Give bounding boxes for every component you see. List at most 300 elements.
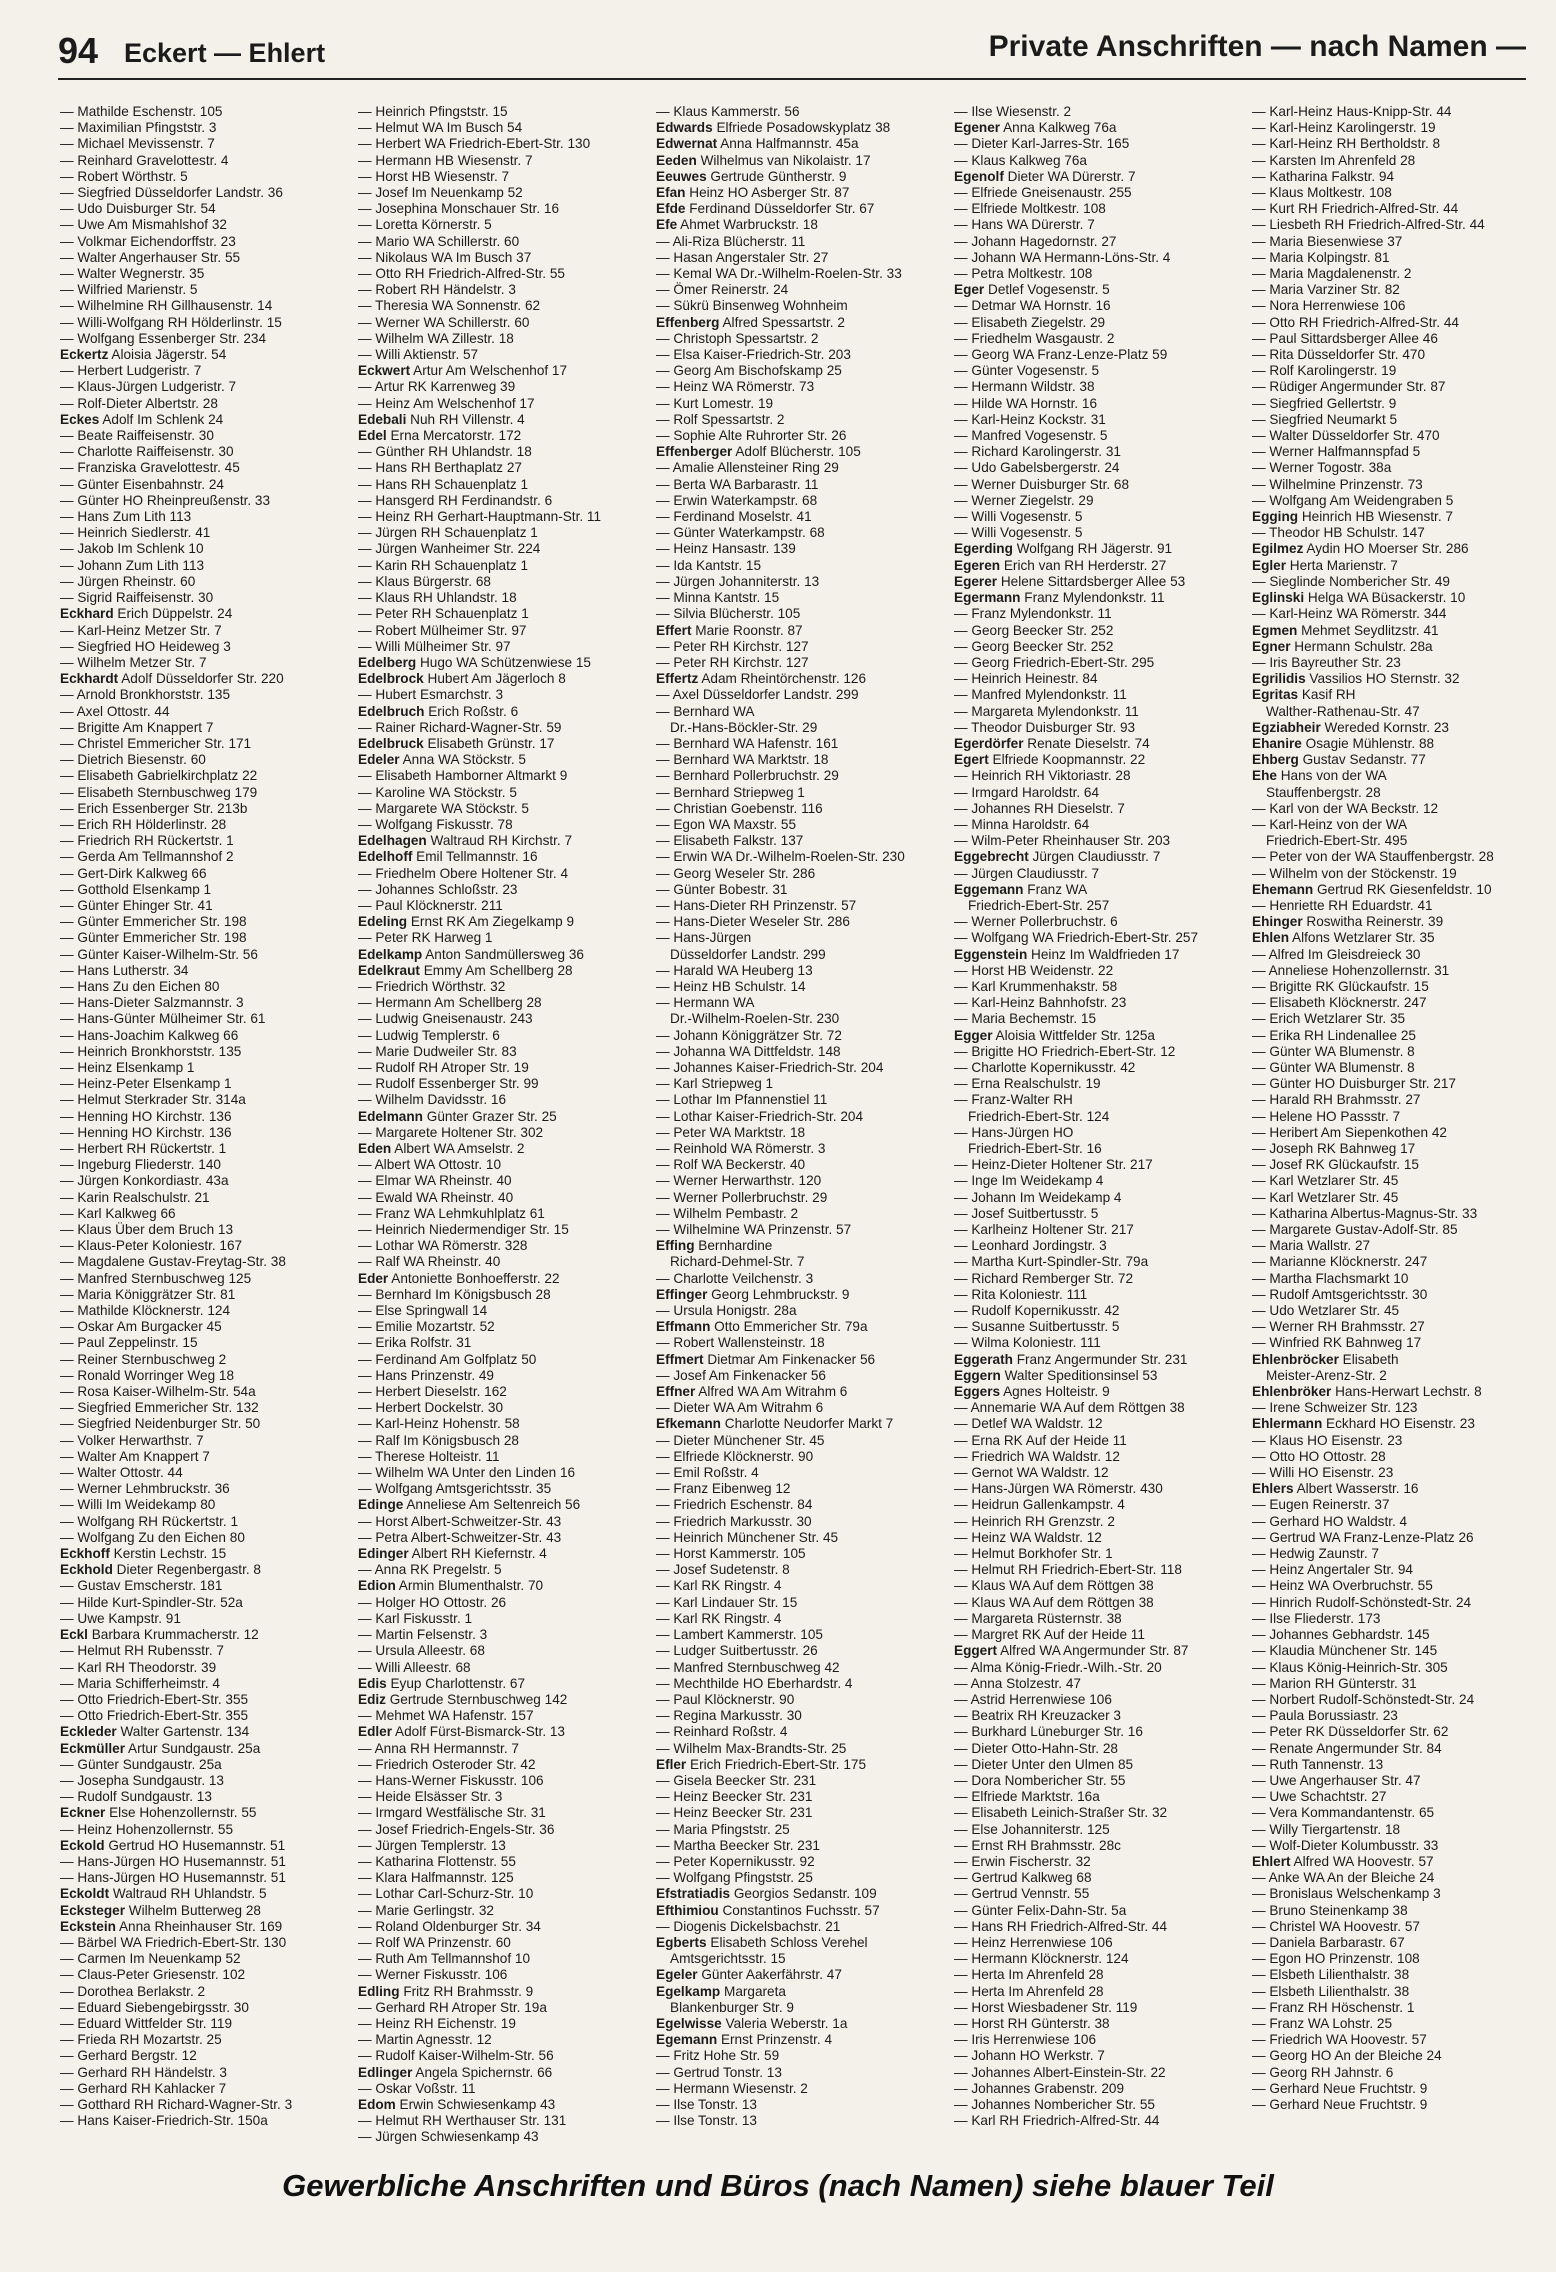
directory-entry: — Hermann Wiesenstr. 2 xyxy=(656,2080,808,2096)
directory-entry: Edion Armin Blumenthalstr. 70 xyxy=(358,1578,544,1594)
directory-entry: Edeler Anna WA Stöckstr. 5 xyxy=(358,752,526,768)
directory-entry: — Peter RK Düsseldorfer Str. 62 xyxy=(1252,1724,1449,1740)
directory-entry: — Uwe Am Mismahlshof 32 xyxy=(60,217,227,233)
directory-entry: — Gerhard RH Händelstr. 3 xyxy=(60,2064,227,2080)
directory-entry: — Helmut RH Werthauser Str. 131 xyxy=(358,2113,567,2129)
directory-entry: — Ömer Reinerstr. 24 xyxy=(656,282,789,298)
directory-entry: Eckhoff Kerstin Lechstr. 15 xyxy=(60,1546,227,1562)
directory-entry: Egermann Franz Mylendonkstr. 11 xyxy=(954,590,1165,606)
directory-entry: — Gotthard RH Richard-Wagner-Str. 3 xyxy=(60,2096,293,2112)
directory-entry: — Elisabeth Falkstr. 137 xyxy=(656,833,804,849)
directory-entry: — Manfred Vogesenstr. 5 xyxy=(954,428,1108,444)
directory-entry: — Martha Kurt-Spindler-Str. 79a xyxy=(954,1254,1149,1270)
directory-entry: — Hans WA Dürerstr. 7 xyxy=(954,217,1095,233)
directory-entry: — Werner Ziegelstr. 29 xyxy=(954,492,1094,508)
directory-entry: — Harald RH Brahmsstr. 27 xyxy=(1252,1092,1421,1108)
directory-entry: — Anna RK Pregelstr. 5 xyxy=(358,1562,502,1578)
directory-entry: — Artur RK Karrenweg 39 xyxy=(358,379,516,395)
directory-entry: — Willi Mülheimer Str. 97 xyxy=(358,638,511,654)
directory-entry: — Roland Oldenburger Str. 34 xyxy=(358,1918,541,1934)
directory-entry: Egilmez Aydin HO Moerser Str. 286 xyxy=(1252,541,1469,557)
directory-entry: Egerer Helene Sittardsberger Allee 53 xyxy=(954,573,1186,589)
directory-entry: — Ewald WA Rheinstr. 40 xyxy=(358,1189,514,1205)
directory-entry: Edel Erna Mercatorstr. 172 xyxy=(358,428,522,444)
directory-entry: — Gotthold Elsenkamp 1 xyxy=(60,881,212,897)
directory-entry: — Georg WA Franz-Lenze-Platz 59 xyxy=(954,347,1168,363)
directory-entry: — Horst HB Wiesenstr. 7 xyxy=(358,168,510,184)
directory-entry: — Carmen Im Neuenkamp 52 xyxy=(60,1951,241,1967)
directory-entry: — Franz WA Lohstr. 25 xyxy=(1252,2015,1393,2031)
directory-entry: — Rudolf Sundgaustr. 13 xyxy=(60,1789,212,1805)
directory-entry: — Ali-Riza Blücherstr. 11 xyxy=(656,233,806,249)
directory-entry: — Burkhard Lüneburger Str. 16 xyxy=(954,1724,1143,1740)
directory-entry: Friedrich-Ebert-Str. 16 xyxy=(968,1141,1102,1156)
directory-entry: — Maximilian Pfingststr. 3 xyxy=(60,120,217,136)
directory-entry: — Elisabeth Hamborner Altmarkt 9 xyxy=(358,768,568,784)
directory-entry: — Günter Waterkampstr. 68 xyxy=(656,525,825,541)
directory-entry: — Fritz Hohe Str. 59 xyxy=(656,2048,780,2064)
directory-entry: — Katharina Albertus-Magnus-Str. 33 xyxy=(1252,1205,1478,1221)
directory-entry: Edinge Anneliese Am Seltenreich 56 xyxy=(358,1497,581,1513)
directory-entry: Ehlenbröcker Elisabeth xyxy=(1252,1351,1399,1367)
directory-entry: — Georg Beecker Str. 252 xyxy=(954,622,1114,638)
directory-entry: — Josef Im Neuenkamp 52 xyxy=(358,185,523,201)
directory-entry: — Wolf-Dieter Kolumbusstr. 33 xyxy=(1252,1837,1439,1853)
directory-entry: — Wilhelm von der Stöckenstr. 19 xyxy=(1252,865,1457,881)
directory-entry: — Gerhard RH Kahlacker 7 xyxy=(60,2080,227,2096)
directory-entry: — Johannes Grabenstr. 209 xyxy=(954,2080,1125,2096)
directory-entry: — Elfriede Klöcknerstr. 90 xyxy=(656,1448,814,1464)
directory-entry: — Wilfried Marienstr. 5 xyxy=(60,282,198,298)
directory-entry: — Günter WA Blumenstr. 8 xyxy=(1252,1059,1415,1075)
directory-entry: — Daniela Barbarastr. 67 xyxy=(1252,1934,1405,1950)
directory-entry: — Herbert RH Rückertstr. 1 xyxy=(60,1141,227,1156)
directory-entry: Friedrich-Ebert-Str. 124 xyxy=(968,1108,1110,1124)
directory-entry: — Maria Bechemstr. 15 xyxy=(954,1011,1097,1027)
directory-entry: — Franz Eibenweg 12 xyxy=(656,1481,791,1497)
directory-entry: — Peter WA Marktstr. 18 xyxy=(656,1124,806,1140)
directory-entry: — Helmut Sterkrader Str. 314a xyxy=(60,1092,246,1108)
directory-entry: — Ralf Im Königsbusch 28 xyxy=(358,1432,519,1448)
directory-entry: — Susanne Suitbertusstr. 5 xyxy=(954,1319,1120,1335)
directory-entry: — Siegfried Emmericher Str. 132 xyxy=(60,1400,259,1416)
directory-entry: — Josephina Monschauer Str. 16 xyxy=(358,201,559,217)
directory-entry: — Petra Moltkestr. 108 xyxy=(954,266,1093,282)
directory-entry: — Walter Angerhauser Str. 55 xyxy=(60,249,241,265)
directory-entry: — Siegfried HO Heideweg 3 xyxy=(60,638,231,654)
directory-entry: — Rolf-Dieter Albertstr. 28 xyxy=(60,395,218,411)
directory-entry: Eckes Adolf Im Schlenk 24 xyxy=(60,411,224,427)
directory-entry: — Otto RH Friedrich-Alfred-Str. 55 xyxy=(358,266,565,282)
directory-entry: — Ruth Tannenstr. 13 xyxy=(1252,1756,1384,1772)
directory-entry: Ehlers Albert Wasserstr. 16 xyxy=(1252,1481,1419,1497)
directory-entry: Egerding Wolfgang RH Jägerstr. 91 xyxy=(954,541,1173,557)
directory-entry: Edeling Ernst RK Am Ziegelkamp 9 xyxy=(358,914,575,930)
directory-entry: Edler Adolf Fürst-Bismarck-Str. 13 xyxy=(358,1724,565,1740)
directory-entry: Meister-Arenz-Str. 2 xyxy=(1266,1367,1387,1383)
directory-entry: Eder Antoniette Bonhoefferstr. 22 xyxy=(358,1270,560,1286)
directory-entry: — Lothar Kaiser-Friedrich-Str. 204 xyxy=(656,1108,864,1124)
directory-entry: — Heinz-Dieter Holtener Str. 217 xyxy=(954,1157,1153,1173)
directory-entry: — Renate Angermunder Str. 84 xyxy=(1252,1740,1442,1756)
directory-entry: — Werner Pollerbruchstr. 29 xyxy=(656,1189,828,1205)
directory-entry: Ehe Hans von der WA xyxy=(1252,768,1387,784)
directory-entry: — Willi Im Weidekamp 80 xyxy=(60,1497,216,1513)
directory-entry: — Anna RH Hermannstr. 7 xyxy=(358,1740,519,1756)
directory-entry: Ehlen Alfons Wetzlarer Str. 35 xyxy=(1252,930,1435,946)
directory-entry: — Bärbel WA Friedrich-Ebert-Str. 130 xyxy=(60,1934,287,1950)
directory-entry: Eger Detlef Vogesenstr. 5 xyxy=(954,282,1110,298)
directory-entry: — Herbert Dieselstr. 162 xyxy=(358,1384,507,1400)
directory-entry: — Robert Wallensteinstr. 18 xyxy=(656,1335,825,1351)
directory-entry: — Irene Schweizer Str. 123 xyxy=(1252,1400,1418,1416)
directory-entry: — Bernhard WA Marktstr. 18 xyxy=(656,752,829,768)
directory-entry: Egenolf Dieter WA Dürerstr. 7 xyxy=(954,168,1136,184)
directory-entry: — Günter Emmericher Str. 198 xyxy=(60,930,247,946)
directory-entry: — Otto Friedrich-Ebert-Str. 355 xyxy=(60,1708,249,1724)
directory-entry: — Elisabeth Ziegelstr. 29 xyxy=(954,314,1106,330)
directory-entry: — Ilse Fliederstr. 173 xyxy=(1252,1610,1381,1626)
directory-entry: — Herta Im Ahrenfeld 28 xyxy=(954,1983,1104,1999)
directory-entry: — Heinz Angertaler Str. 94 xyxy=(1252,1562,1413,1578)
directory-entry: — Nikolaus WA Im Busch 37 xyxy=(358,249,532,265)
directory-entry: — Wilhelm Pembastr. 2 xyxy=(656,1205,799,1221)
directory-entry: — Ursula Honigstr. 28a xyxy=(656,1303,797,1319)
directory-entry: Efan Heinz HO Asberger Str. 87 xyxy=(656,185,850,201)
directory-entry: — Regina Markusstr. 30 xyxy=(656,1708,802,1724)
directory-entry: Dr.-Hans-Böckler-Str. 29 xyxy=(670,719,818,735)
directory-entry: — Charlotte Kopernikusstr. 42 xyxy=(954,1059,1136,1075)
directory-entry: — Udo Gabelsbergerstr. 24 xyxy=(954,460,1120,476)
directory-entry: — Hans RH Berthaplatz 27 xyxy=(358,460,522,476)
directory-entry: — Hilde WA Hornstr. 16 xyxy=(954,395,1098,411)
directory-entry: — Gerhard HO Waldstr. 4 xyxy=(1252,1513,1408,1529)
directory-entry: Egging Heinrich HB Wiesenstr. 7 xyxy=(1252,509,1453,525)
directory-entry: — Holger HO Ottostr. 26 xyxy=(358,1594,507,1610)
directory-entry: — Eugen Reinerstr. 37 xyxy=(1252,1497,1390,1513)
directory-entry: Edling Fritz RH Brahmsstr. 9 xyxy=(358,1983,534,1999)
directory-entry: — Günter HO Duisburger Str. 217 xyxy=(1252,1076,1456,1092)
directory-entry: Egger Aloisia Wittfelder Str. 125a xyxy=(954,1027,1155,1043)
directory-entry: — Klaus WA Auf dem Röttgen 38 xyxy=(954,1594,1154,1610)
directory-entry: Eckwert Artur Am Welschenhof 17 xyxy=(358,363,568,379)
directory-entry: — Gisela Beecker Str. 231 xyxy=(656,1772,817,1788)
directory-entry: Egerdörfer Renate Dieselstr. 74 xyxy=(954,735,1150,751)
directory-entry: — Anneliese Hohenzollernstr. 31 xyxy=(1252,962,1450,978)
directory-entry: Eggerath Franz Angermunder Str. 231 xyxy=(954,1351,1188,1367)
directory-entry: — Karl von der WA Beckstr. 12 xyxy=(1252,800,1439,816)
directory-entry: — Franz Mylendonkstr. 11 xyxy=(954,606,1112,622)
directory-entry: — Günter Eisenbahnstr. 24 xyxy=(60,476,224,492)
directory-entry: — Wilhelm Max-Brandts-Str. 25 xyxy=(656,1740,847,1756)
directory-entry: — Peter von der WA Stauffenbergstr. 28 xyxy=(1252,849,1494,865)
footer-note: Gewerbliche Anschriften und Büros (nach Namen) siehe blauer Teil xyxy=(282,2168,1274,2203)
directory-entry: — Heinz Hansastr. 139 xyxy=(656,541,796,557)
directory-entry: — Bronislaus Welschenkamp 3 xyxy=(1252,1886,1441,1902)
directory-entry: — Günther RH Uhlandstr. 18 xyxy=(358,444,532,460)
directory-entry: — Josef Am Finkenacker 56 xyxy=(656,1367,826,1383)
column-1 xyxy=(60,104,348,2146)
directory-entry: — Friedrich Osteroder Str. 42 xyxy=(358,1756,536,1772)
directory-entry: — Heinz WA Römerstr. 73 xyxy=(656,379,815,395)
directory-entry: — Henning HO Kirchstr. 136 xyxy=(60,1108,232,1124)
directory-entry: — Ilse Tonstr. 13 xyxy=(656,2096,757,2112)
directory-entry: — Alma König-Friedr.-Wilh.-Str. 20 xyxy=(954,1659,1162,1675)
directory-entry: — Elisabeth Gabrielkirchplatz 22 xyxy=(60,768,258,784)
directory-entry: — Joseph RK Bahnweg 17 xyxy=(1252,1141,1416,1156)
directory-entry: — Maria Wallstr. 27 xyxy=(1252,1238,1371,1254)
directory-entry: — Hans-Dieter Weseler Str. 286 xyxy=(656,914,850,930)
directory-entry: — Georg Friedrich-Ebert-Str. 295 xyxy=(954,654,1155,670)
directory-entry: — Rüdiger Angermunder Str. 87 xyxy=(1252,379,1446,395)
directory-entry: — Johann Hagedornstr. 27 xyxy=(954,233,1117,249)
directory-entry: Eckertz Aloisia Jägerstr. 54 xyxy=(60,347,227,363)
directory-entry: — Klara Halfmannstr. 125 xyxy=(358,1870,514,1886)
directory-entry: — Charlotte Veilchenstr. 3 xyxy=(656,1270,814,1286)
directory-entry: — Karl Lindauer Str. 15 xyxy=(656,1594,798,1610)
directory-entry: — Karl Wetzlarer Str. 45 xyxy=(1252,1173,1399,1189)
directory-entry: — Gert-Dirk Kalkweg 66 xyxy=(60,865,207,881)
directory-entry: — Hans-Joachim Kalkweg 66 xyxy=(60,1027,239,1043)
directory-entry: — Jürgen Templerstr. 13 xyxy=(358,1837,506,1853)
directory-entry: — Axel Ottostr. 44 xyxy=(60,703,170,719)
directory-entry: — Maria Pfingststr. 25 xyxy=(656,1821,790,1837)
directory-entry: — Eduard Siebengebirgsstr. 30 xyxy=(60,1999,249,2015)
directory-entry: — Ida Kantstr. 15 xyxy=(656,557,762,573)
directory-entry: — Klaus Kammerstr. 56 xyxy=(656,104,800,119)
directory-entry: — Sieglinde Nombericher Str. 49 xyxy=(1252,573,1450,589)
directory-entry: — Otto RH Friedrich-Alfred-Str. 44 xyxy=(1252,314,1459,330)
directory-entry: Edelberg Hugo WA Schützenwiese 15 xyxy=(358,654,591,670)
directory-entry: — Hedwig Zaunstr. 7 xyxy=(1252,1546,1379,1562)
directory-entry: — Egon HO Prinzenstr. 108 xyxy=(1252,1951,1420,1967)
directory-entry: — Alfred Im Gleisdreieck 30 xyxy=(1252,946,1421,962)
directory-entry: — Heinz Am Welschenhof 17 xyxy=(358,395,535,411)
directory-entry: — Karl Krummenhakstr. 58 xyxy=(954,978,1118,994)
directory-entry: — Elsa Kaiser-Friedrich-Str. 203 xyxy=(656,347,851,363)
directory-entry: — Katharina Flottenstr. 55 xyxy=(358,1853,516,1869)
directory-entry: — Heinz WA Overbruchstr. 55 xyxy=(1252,1578,1433,1594)
directory-entry: Ehlert Alfred WA Hoovestr. 57 xyxy=(1252,1853,1434,1869)
directory-entry: — Friedrich WA Waldstr. 12 xyxy=(954,1448,1120,1464)
directory-entry: — Klaus Moltkestr. 108 xyxy=(1252,185,1392,201)
directory-entry: — Ilse Wiesenstr. 2 xyxy=(954,104,1072,119)
directory-entry: — Irmgard Haroldstr. 64 xyxy=(954,784,1100,800)
directory-entry: — Herbert Dockelstr. 30 xyxy=(358,1400,504,1416)
directory-entry: — Gerhard Neue Fruchtstr. 9 xyxy=(1252,2096,1428,2112)
directory-entry: — Karl RK Ringstr. 4 xyxy=(656,1610,782,1626)
directory-entry: — Johannes Schloßstr. 23 xyxy=(358,881,518,897)
directory-entry: — Johanna WA Dittfeldstr. 148 xyxy=(656,1043,841,1059)
directory-entry: — Johann Zum Lith 113 xyxy=(60,557,205,573)
directory-entry: Edelbruck Elisabeth Grünstr. 17 xyxy=(358,735,555,751)
directory-entry: — Heinz WA Waldstr. 12 xyxy=(954,1529,1102,1545)
directory-entry: — Georg Am Bischofskamp 25 xyxy=(656,363,842,379)
directory-entry: — Elfriede Marktstr. 16a xyxy=(954,1789,1100,1805)
directory-entry: — Willy Tiergartenstr. 18 xyxy=(1252,1821,1401,1837)
directory-entry: — Erich Essenberger Str. 213b xyxy=(60,800,248,816)
directory-entry: — Rainer Richard-Wagner-Str. 59 xyxy=(358,719,562,735)
column-2 xyxy=(358,104,646,2146)
directory-entry: — Klaus Kalkweg 76a xyxy=(954,152,1087,168)
directory-entry: — Herbert Ludgeristr. 7 xyxy=(60,363,202,379)
directory-entry: — Mario WA Schillerstr. 60 xyxy=(358,233,520,249)
directory-entry: — Hans RH Schauenplatz 1 xyxy=(358,476,529,492)
directory-entry: — Horst RH Günterstr. 38 xyxy=(954,2015,1110,2031)
directory-entry: Eckhard Erich Düppelstr. 24 xyxy=(60,606,233,622)
directory-entry: — Katharina Falkstr. 94 xyxy=(1252,168,1395,184)
directory-entry: — Johannes Nombericher Str. 55 xyxy=(954,2096,1155,2112)
directory-entry: — Margareta Mylendonkstr. 11 xyxy=(954,703,1139,719)
directory-entry: — Leonhard Jordingstr. 3 xyxy=(954,1238,1107,1254)
directory-entry: — Robert RH Händelstr. 3 xyxy=(358,282,516,298)
directory-entry: — Reinhard Roßstr. 4 xyxy=(656,1724,788,1740)
directory-entry: — Hans Zu den Eichen 80 xyxy=(60,978,220,994)
directory-entry: — Paul Klöcknerstr. 211 xyxy=(358,897,503,913)
directory-entry: — Gerhard Neue Fruchtstr. 9 xyxy=(1252,2080,1428,2096)
directory-entry: Effmann Otto Emmericher Str. 79a xyxy=(656,1319,868,1335)
directory-entry: — Maria Varziner Str. 82 xyxy=(1252,282,1400,298)
directory-entry: — Hans-Günter Mülheimer Str. 61 xyxy=(60,1011,266,1027)
directory-entry: — Ruth Am Tellmannshof 10 xyxy=(358,1951,531,1967)
directory-entry: Effert Marie Roonstr. 87 xyxy=(656,622,803,638)
directory-entry: — Willi Vogesenstr. 5 xyxy=(954,525,1083,541)
directory-entry: — Wilhelm WA Zillestr. 18 xyxy=(358,330,514,346)
directory-entry: — Siegfried Neumarkt 5 xyxy=(1252,411,1398,427)
directory-entry: — Siegfried Neidenburger Str. 50 xyxy=(60,1416,261,1432)
directory-entry: — Beate Raiffeisenstr. 30 xyxy=(60,428,214,444)
directory-entry: — Uwe Angerhauser Str. 47 xyxy=(1252,1772,1421,1788)
directory-entry: — Frieda RH Mozartstr. 25 xyxy=(60,2032,222,2048)
directory-entry: Stauffenbergstr. 28 xyxy=(1266,784,1381,800)
directory-entry: Eckold Gertrud HO Husemannstr. 51 xyxy=(60,1837,286,1853)
directory-entry: — Georg RH Jahnstr. 6 xyxy=(1252,2064,1394,2080)
directory-entry: — Karl-Heinz Kockstr. 31 xyxy=(954,411,1106,427)
directory-entry: — Paula Borussiastr. 23 xyxy=(1252,1708,1398,1724)
directory-entry: — Mathilde Eschenstr. 105 xyxy=(60,104,223,119)
column-4 xyxy=(954,104,1242,2146)
directory-entry: — Heinz-Peter Elsenkamp 1 xyxy=(60,1076,232,1092)
directory-entry: — Hans-Jürgen HO Husemannstr. 51 xyxy=(60,1853,286,1869)
directory-entry: — Manfred Sternbuschweg 42 xyxy=(656,1659,840,1675)
directory-entry: Ehinger Roswitha Reinerstr. 39 xyxy=(1252,914,1444,930)
directory-entry: — Friedrich Wörthstr. 32 xyxy=(358,978,506,994)
directory-entry: — Gernot WA Waldstr. 12 xyxy=(954,1465,1109,1481)
directory-entry: — Christel Emmericher Str. 171 xyxy=(60,735,252,751)
directory-entry: — Elisabeth Sternbuschweg 179 xyxy=(60,784,258,800)
directory-entry: — Magdalene Gustav-Freytag-Str. 38 xyxy=(60,1254,286,1270)
directory-entry: — Karl-Heinz Hohenstr. 58 xyxy=(358,1416,520,1432)
directory-entry: — Erwin Fischerstr. 32 xyxy=(954,1853,1091,1869)
directory-entry: — Heinrich Niedermendiger Str. 15 xyxy=(358,1222,569,1238)
directory-entry: Eggemann Franz WA xyxy=(954,881,1088,897)
directory-entry: Effmert Dietmar Am Finkenacker 56 xyxy=(656,1351,876,1367)
directory-entry: — Bernhard WA Hafenstr. 161 xyxy=(656,735,839,751)
directory-entry: Ehemann Gertrud RK Giesenfeldstr. 10 xyxy=(1252,881,1492,897)
directory-entry: — Lambert Kammerstr. 105 xyxy=(656,1627,823,1643)
directory-entry: Effinger Georg Lehmbruckstr. 9 xyxy=(656,1286,850,1302)
directory-entry: Ecksteger Wilhelm Butterweg 28 xyxy=(60,1902,261,1918)
directory-entry: — Siegfried Düsseldorfer Landstr. 36 xyxy=(60,185,283,201)
directory-entry: — Norbert Rudolf-Schönstedt-Str. 24 xyxy=(1252,1691,1475,1707)
name-range: Eckert — Ehlert xyxy=(124,38,326,68)
directory-entry: — Reiner Sternbuschweg 2 xyxy=(60,1351,227,1367)
directory-entry: — Herta Im Ahrenfeld 28 xyxy=(954,1967,1104,1983)
directory-entry: — Josef Friedrich-Engels-Str. 36 xyxy=(358,1821,555,1837)
directory-entry: — Josepha Sundgaustr. 13 xyxy=(60,1772,224,1788)
directory-entry: — Helmut RH Friedrich-Ebert-Str. 118 xyxy=(954,1562,1182,1578)
directory-entry: — Iris Bayreuther Str. 23 xyxy=(1252,654,1401,670)
directory-entry: — Rolf WA Prinzenstr. 60 xyxy=(358,1934,511,1950)
directory-entry: — Georg Beecker Str. 252 xyxy=(954,638,1114,654)
directory-entry: — Ernst RH Brahmsstr. 28c xyxy=(954,1837,1121,1853)
directory-entry: — Karl-Heinz RH Bertholdstr. 8 xyxy=(1252,136,1441,152)
directory-entry: — Ferdinand Am Golfplatz 50 xyxy=(358,1351,537,1367)
directory-entry: — Ralf WA Rheinstr. 40 xyxy=(358,1254,501,1270)
directory-entry: — Johann Königgrätzer Str. 72 xyxy=(656,1027,842,1043)
directory-entry: — Franziska Gravelottestr. 45 xyxy=(60,460,240,476)
directory-entry: — Ilse Tonstr. 13 xyxy=(656,2113,757,2129)
directory-entry: Effenberg Alfred Spessartstr. 2 xyxy=(656,314,845,330)
directory-entry: — Hinrich Rudolf-Schönstedt-Str. 24 xyxy=(1252,1594,1472,1610)
directory-entry: — Karoline WA Stöckstr. 5 xyxy=(358,784,517,800)
directory-entry: — Dora Nombericher Str. 55 xyxy=(954,1772,1126,1788)
directory-entry: — Volkmar Eichendorffstr. 23 xyxy=(60,233,236,249)
directory-entry: — Elmar WA Rheinstr. 40 xyxy=(358,1173,512,1189)
directory-entry: Eckner Else Hohenzollernstr. 55 xyxy=(60,1805,257,1821)
directory-entry: — Theresia WA Sonnenstr. 62 xyxy=(358,298,541,314)
directory-entry: — Hans-Jürgen HO xyxy=(954,1124,1074,1140)
directory-entry: — Robert Mülheimer Str. 97 xyxy=(358,622,527,638)
directory-entry: — Hans RH Friedrich-Alfred-Str. 44 xyxy=(954,1918,1168,1934)
directory-entry: — Manfred Mylendonkstr. 11 xyxy=(954,687,1127,703)
directory-entry: Edom Erwin Schwiesenkamp 43 xyxy=(358,2096,556,2112)
directory-entry: — Michael Mevissenstr. 7 xyxy=(60,136,215,152)
directory-entry: — Marie Gerlingstr. 32 xyxy=(358,1902,494,1918)
directory-entry: Eckhardt Adolf Düsseldorfer Str. 220 xyxy=(60,671,284,687)
directory-entry: Eggern Walter Speditionsinsel 53 xyxy=(954,1367,1158,1383)
directory-entry: — Josef RK Glückaufstr. 15 xyxy=(1252,1157,1419,1173)
directory-entry: — Jakob Im Schlenk 10 xyxy=(60,541,204,557)
directory-entry: — Walter Am Knappert 7 xyxy=(60,1448,210,1464)
directory-entry: — Henning HO Kirchstr. 136 xyxy=(60,1124,232,1140)
directory-entry: — Peter Kopernikusstr. 92 xyxy=(656,1853,815,1869)
directory-entry: — Elsbeth Lilienthalstr. 38 xyxy=(1252,1983,1410,1999)
directory-entry: — Klaus Bürgerstr. 68 xyxy=(358,573,491,589)
directory-entry: — Karl RH Friedrich-Alfred-Str. 44 xyxy=(954,2113,1160,2129)
directory-entry: — Heinz Beecker Str. 231 xyxy=(656,1805,813,1821)
directory-entry: — Eduard Wittfelder Str. 119 xyxy=(60,2015,233,2031)
directory-entry: — Albert WA Ottostr. 10 xyxy=(358,1157,502,1173)
directory-entry: — Dieter Karl-Jarres-Str. 165 xyxy=(954,136,1130,152)
directory-entry: Efde Ferdinand Düsseldorfer Str. 67 xyxy=(656,201,875,217)
directory-entry: Efthimiou Constantinos Fuchsstr. 57 xyxy=(656,1902,880,1918)
directory-entry: — Oskar Voßstr. 11 xyxy=(358,2080,476,2096)
directory-entry: — Werner WA Schillerstr. 60 xyxy=(358,314,530,330)
directory-entry: — Hubert Esmarchstr. 3 xyxy=(358,687,504,703)
directory-entry: — Johannes Gebhardstr. 145 xyxy=(1252,1627,1430,1643)
directory-entry: — Claus-Peter Griesenstr. 102 xyxy=(60,1967,246,1983)
directory-columns xyxy=(60,104,1540,2145)
directory-entry: — Peter RH Kirchstr. 127 xyxy=(656,654,809,670)
directory-entry: Edelmann Günter Grazer Str. 25 xyxy=(358,1108,557,1124)
directory-entry: Egritas Kasif RH xyxy=(1252,687,1356,703)
directory-entry: — Rolf Karolingerstr. 19 xyxy=(1252,363,1397,379)
directory-entry: — Heinz HB Schulstr. 14 xyxy=(656,978,806,994)
directory-entry: — Karl Wetzlarer Str. 45 xyxy=(1252,1189,1399,1205)
directory-entry: — Wilhelmine WA Prinzenstr. 57 xyxy=(656,1222,852,1238)
directory-entry: Egemann Ernst Prinzenstr. 4 xyxy=(656,2032,833,2048)
